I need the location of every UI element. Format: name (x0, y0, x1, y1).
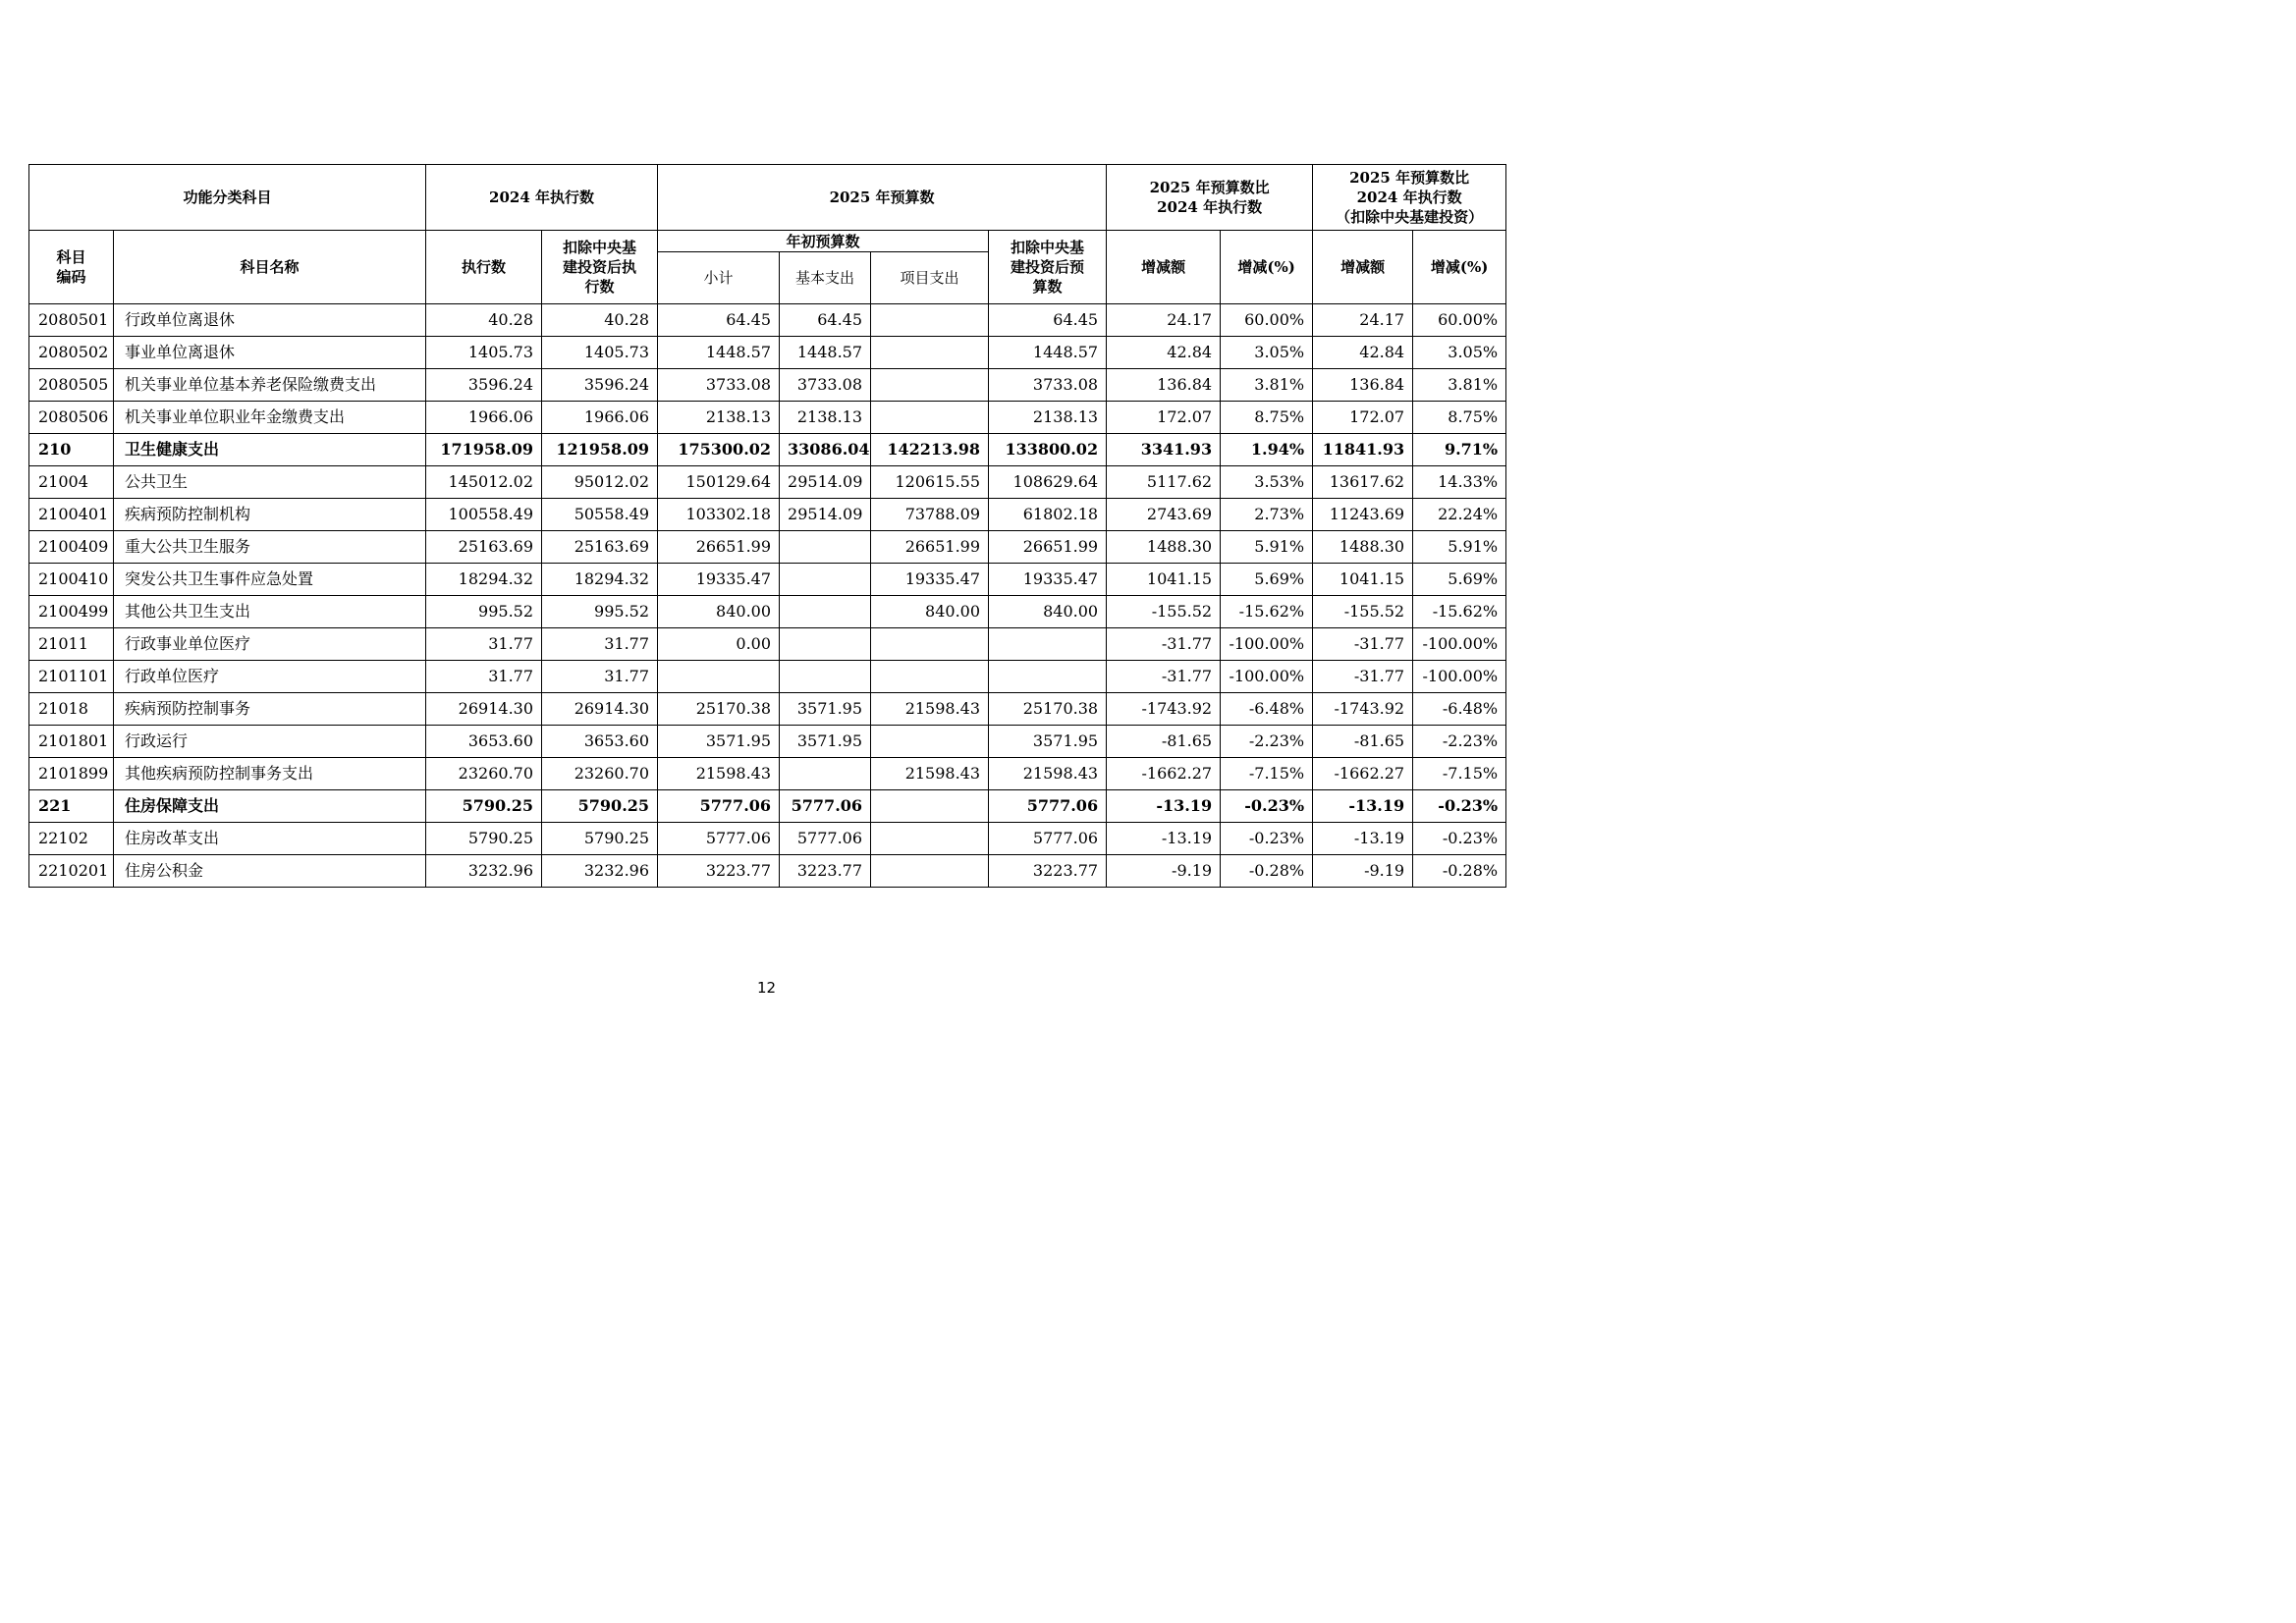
header-exec-net-line3: 行数 (584, 278, 615, 296)
cell-change-pct: 3.81% (1221, 369, 1313, 402)
cell-change-pct-2: -0.23% (1413, 790, 1506, 823)
header-name: 科目名称 (114, 231, 426, 304)
table-row (29, 823, 1506, 855)
cell-change-amount: 172.07 (1107, 402, 1221, 434)
cell-change-amount-2: -9.19 (1313, 855, 1413, 888)
cell-exec: 100558.49 (426, 499, 542, 531)
cell-budget-net (989, 661, 1107, 693)
cell-name: 行政单位离退休 (114, 304, 426, 337)
table-row (29, 855, 1506, 888)
cell-name: 卫生健康支出 (114, 434, 426, 466)
cell-budget-net: 5777.06 (989, 823, 1107, 855)
cell-change-amount: 136.84 (1107, 369, 1221, 402)
cell-change-pct-2: -100.00% (1413, 661, 1506, 693)
cell-exec: 25163.69 (426, 531, 542, 564)
table-row (29, 434, 1506, 466)
cell-change-pct: -6.48% (1221, 693, 1313, 726)
cell-exec-net: 121958.09 (542, 434, 658, 466)
header-budget-net-line3: 算数 (1032, 278, 1063, 296)
header-subtotal: 小计 (658, 252, 780, 304)
cell-change-pct: -0.23% (1221, 790, 1313, 823)
budget-table (28, 164, 1506, 888)
cell-change-pct: 3.53% (1221, 466, 1313, 499)
cell-project (871, 304, 989, 337)
header-row-2 (29, 231, 1506, 252)
cell-basic (780, 628, 871, 661)
table-row (29, 466, 1506, 499)
cell-change-pct: -100.00% (1221, 628, 1313, 661)
cell-change-pct: 5.69% (1221, 564, 1313, 596)
cell-name: 其他疾病预防控制事务支出 (114, 758, 426, 790)
cell-exec: 3653.60 (426, 726, 542, 758)
table-row (29, 693, 1506, 726)
cell-subtotal: 3733.08 (658, 369, 780, 402)
table-row (29, 726, 1506, 758)
cell-change-amount-2: -13.19 (1313, 790, 1413, 823)
table-row (29, 758, 1506, 790)
cell-change-pct: 1.94% (1221, 434, 1313, 466)
header-compare-2-line2: 2024 年执行数 (1356, 189, 1462, 206)
cell-change-pct-2: 22.24% (1413, 499, 1506, 531)
cell-exec: 23260.70 (426, 758, 542, 790)
cell-name: 疾病预防控制机构 (114, 499, 426, 531)
cell-basic: 29514.09 (780, 499, 871, 531)
cell-exec-net: 40.28 (542, 304, 658, 337)
cell-project (871, 337, 989, 369)
cell-exec: 31.77 (426, 628, 542, 661)
cell-subtotal: 3223.77 (658, 855, 780, 888)
cell-project (871, 661, 989, 693)
cell-subtotal: 0.00 (658, 628, 780, 661)
table-row (29, 790, 1506, 823)
cell-budget-net: 133800.02 (989, 434, 1107, 466)
cell-basic (780, 661, 871, 693)
cell-exec: 26914.30 (426, 693, 542, 726)
cell-change-pct-2: -15.62% (1413, 596, 1506, 628)
cell-basic: 1448.57 (780, 337, 871, 369)
header-exec-amount: 执行数 (426, 231, 542, 304)
cell-exec: 995.52 (426, 596, 542, 628)
cell-name: 行政运行 (114, 726, 426, 758)
cell-budget-net: 108629.64 (989, 466, 1107, 499)
cell-change-amount-2: 42.84 (1313, 337, 1413, 369)
cell-change-amount: -1662.27 (1107, 758, 1221, 790)
cell-subtotal: 5777.06 (658, 823, 780, 855)
cell-code: 2100410 (29, 564, 114, 596)
cell-change-amount-2: -155.52 (1313, 596, 1413, 628)
cell-change-amount-2: 172.07 (1313, 402, 1413, 434)
header-budget-net-line1: 扣除中央基 (1011, 239, 1085, 256)
cell-code: 21011 (29, 628, 114, 661)
cell-basic: 3223.77 (780, 855, 871, 888)
table-row (29, 402, 1506, 434)
table-row (29, 531, 1506, 564)
cell-code: 21018 (29, 693, 114, 726)
cell-code: 22102 (29, 823, 114, 855)
cell-budget-net: 3571.95 (989, 726, 1107, 758)
cell-change-amount-2: 1041.15 (1313, 564, 1413, 596)
cell-change-pct-2: -0.28% (1413, 855, 1506, 888)
cell-name: 重大公共卫生服务 (114, 531, 426, 564)
cell-change-pct-2: -0.23% (1413, 823, 1506, 855)
cell-exec: 1966.06 (426, 402, 542, 434)
table-row (29, 661, 1506, 693)
cell-budget-net: 25170.38 (989, 693, 1107, 726)
cell-change-amount: -13.19 (1107, 823, 1221, 855)
cell-change-pct: -0.23% (1221, 823, 1313, 855)
cell-change-amount-2: -31.77 (1313, 628, 1413, 661)
cell-change-amount-2: -31.77 (1313, 661, 1413, 693)
cell-exec-net: 1405.73 (542, 337, 658, 369)
cell-change-pct: -0.28% (1221, 855, 1313, 888)
header-change-amount: 增减额 (1107, 231, 1221, 304)
cell-name: 事业单位离退休 (114, 337, 426, 369)
cell-code: 2100409 (29, 531, 114, 564)
cell-subtotal: 1448.57 (658, 337, 780, 369)
cell-name: 公共卫生 (114, 466, 426, 499)
header-project: 项目支出 (871, 252, 989, 304)
cell-change-amount-2: 13617.62 (1313, 466, 1413, 499)
cell-exec-net: 31.77 (542, 628, 658, 661)
cell-change-amount-2: -13.19 (1313, 823, 1413, 855)
cell-name: 疾病预防控制事务 (114, 693, 426, 726)
cell-change-pct: 5.91% (1221, 531, 1313, 564)
header-exec-net-line2: 建投资后执 (563, 258, 637, 276)
header-compare-1-line1: 2025 年预算数比 (1149, 179, 1270, 196)
cell-exec: 1405.73 (426, 337, 542, 369)
cell-change-amount-2: 11841.93 (1313, 434, 1413, 466)
cell-change-amount-2: -81.65 (1313, 726, 1413, 758)
cell-exec: 40.28 (426, 304, 542, 337)
cell-basic: 33086.04 (780, 434, 871, 466)
cell-change-pct-2: 5.69% (1413, 564, 1506, 596)
cell-budget-net: 61802.18 (989, 499, 1107, 531)
cell-budget-net: 2138.13 (989, 402, 1107, 434)
cell-change-pct: 3.05% (1221, 337, 1313, 369)
cell-project (871, 726, 989, 758)
cell-change-pct-2: 9.71% (1413, 434, 1506, 466)
cell-code: 2210201 (29, 855, 114, 888)
cell-basic: 3571.95 (780, 726, 871, 758)
cell-budget-net: 21598.43 (989, 758, 1107, 790)
budget-document (28, 164, 1505, 888)
cell-basic: 64.45 (780, 304, 871, 337)
cell-exec-net: 26914.30 (542, 693, 658, 726)
cell-change-pct: 60.00% (1221, 304, 1313, 337)
cell-basic: 5777.06 (780, 790, 871, 823)
cell-change-amount: -9.19 (1107, 855, 1221, 888)
cell-subtotal: 25170.38 (658, 693, 780, 726)
cell-name: 突发公共卫生事件应急处置 (114, 564, 426, 596)
cell-name: 机关事业单位基本养老保险缴费支出 (114, 369, 426, 402)
cell-project (871, 369, 989, 402)
table-row (29, 369, 1506, 402)
header-compare-2-line1: 2025 年预算数比 (1349, 169, 1470, 187)
cell-exec-net: 5790.25 (542, 823, 658, 855)
cell-project (871, 855, 989, 888)
cell-budget-net: 840.00 (989, 596, 1107, 628)
cell-change-amount: 1041.15 (1107, 564, 1221, 596)
table-row (29, 564, 1506, 596)
cell-basic: 2138.13 (780, 402, 871, 434)
cell-exec: 5790.25 (426, 790, 542, 823)
cell-change-amount: -155.52 (1107, 596, 1221, 628)
page-number: 12 (756, 979, 777, 997)
cell-change-pct-2: 3.05% (1413, 337, 1506, 369)
cell-change-pct-2: 60.00% (1413, 304, 1506, 337)
cell-budget-net: 3223.77 (989, 855, 1107, 888)
cell-basic: 29514.09 (780, 466, 871, 499)
header-basic: 基本支出 (780, 252, 871, 304)
cell-budget-net: 64.45 (989, 304, 1107, 337)
cell-project (871, 790, 989, 823)
header-func-category: 功能分类科目 (29, 165, 426, 231)
cell-change-amount-2: 24.17 (1313, 304, 1413, 337)
table-row (29, 337, 1506, 369)
cell-code: 2100401 (29, 499, 114, 531)
cell-exec-net: 5790.25 (542, 790, 658, 823)
cell-exec-net: 3653.60 (542, 726, 658, 758)
cell-budget-net: 3733.08 (989, 369, 1107, 402)
header-change-amount-2: 增减额 (1313, 231, 1413, 304)
cell-exec-net: 995.52 (542, 596, 658, 628)
cell-exec-net: 95012.02 (542, 466, 658, 499)
cell-change-pct-2: 5.91% (1413, 531, 1506, 564)
cell-code: 2100499 (29, 596, 114, 628)
cell-basic: 3571.95 (780, 693, 871, 726)
header-exec-2024: 2024 年执行数 (426, 165, 658, 231)
cell-code: 2101899 (29, 758, 114, 790)
cell-change-pct: 8.75% (1221, 402, 1313, 434)
cell-exec: 18294.32 (426, 564, 542, 596)
header-code-line1: 科目 (56, 248, 86, 266)
cell-change-amount: 24.17 (1107, 304, 1221, 337)
cell-change-pct: -2.23% (1221, 726, 1313, 758)
cell-exec: 171958.09 (426, 434, 542, 466)
cell-change-amount-2: -1743.92 (1313, 693, 1413, 726)
cell-project: 26651.99 (871, 531, 989, 564)
cell-exec-net: 50558.49 (542, 499, 658, 531)
cell-exec-net: 1966.06 (542, 402, 658, 434)
cell-subtotal: 2138.13 (658, 402, 780, 434)
cell-basic (780, 758, 871, 790)
cell-change-amount-2: 11243.69 (1313, 499, 1413, 531)
cell-budget-net (989, 628, 1107, 661)
cell-code: 2080506 (29, 402, 114, 434)
cell-subtotal: 3571.95 (658, 726, 780, 758)
cell-change-amount: 3341.93 (1107, 434, 1221, 466)
cell-subtotal: 26651.99 (658, 531, 780, 564)
header-compare-1-line2: 2024 年执行数 (1157, 198, 1263, 216)
cell-change-pct: -100.00% (1221, 661, 1313, 693)
cell-name: 其他公共卫生支出 (114, 596, 426, 628)
cell-code: 221 (29, 790, 114, 823)
cell-project: 21598.43 (871, 758, 989, 790)
cell-project (871, 823, 989, 855)
cell-change-amount: -1743.92 (1107, 693, 1221, 726)
header-initial-budget: 年初预算数 (658, 231, 989, 252)
cell-budget-net: 1448.57 (989, 337, 1107, 369)
header-compare-2-line3: （扣除中央基建投资） (1336, 208, 1484, 226)
cell-exec-net: 31.77 (542, 661, 658, 693)
cell-subtotal: 175300.02 (658, 434, 780, 466)
header-code-line2: 编码 (56, 268, 86, 286)
cell-code: 2080501 (29, 304, 114, 337)
table-row (29, 499, 1506, 531)
cell-basic (780, 564, 871, 596)
cell-change-amount: 5117.62 (1107, 466, 1221, 499)
cell-code: 21004 (29, 466, 114, 499)
header-exec-net (542, 231, 658, 304)
cell-subtotal: 64.45 (658, 304, 780, 337)
cell-subtotal: 103302.18 (658, 499, 780, 531)
cell-change-amount: -13.19 (1107, 790, 1221, 823)
cell-change-amount-2: 1488.30 (1313, 531, 1413, 564)
cell-basic (780, 531, 871, 564)
cell-project (871, 402, 989, 434)
cell-project: 840.00 (871, 596, 989, 628)
cell-exec-net: 25163.69 (542, 531, 658, 564)
cell-name: 住房改革支出 (114, 823, 426, 855)
header-compare-2 (1313, 165, 1506, 231)
cell-change-pct-2: 14.33% (1413, 466, 1506, 499)
table-row (29, 596, 1506, 628)
cell-change-pct-2: -100.00% (1413, 628, 1506, 661)
cell-subtotal: 21598.43 (658, 758, 780, 790)
cell-code: 2080505 (29, 369, 114, 402)
cell-project: 19335.47 (871, 564, 989, 596)
cell-basic (780, 596, 871, 628)
cell-basic: 5777.06 (780, 823, 871, 855)
header-budget-net-line2: 建投资后预 (1011, 258, 1085, 276)
cell-change-pct: -15.62% (1221, 596, 1313, 628)
cell-name: 住房保障支出 (114, 790, 426, 823)
cell-budget-net: 19335.47 (989, 564, 1107, 596)
cell-subtotal: 150129.64 (658, 466, 780, 499)
cell-budget-net: 26651.99 (989, 531, 1107, 564)
cell-exec: 3596.24 (426, 369, 542, 402)
header-budget-net (989, 231, 1107, 304)
cell-change-amount-2: 136.84 (1313, 369, 1413, 402)
header-compare-1 (1107, 165, 1313, 231)
header-change-pct-2: 增减(%) (1413, 231, 1506, 304)
header-exec-net-line1: 扣除中央基 (563, 239, 637, 256)
cell-project: 73788.09 (871, 499, 989, 531)
cell-change-pct: -7.15% (1221, 758, 1313, 790)
cell-project: 21598.43 (871, 693, 989, 726)
cell-name: 行政事业单位医疗 (114, 628, 426, 661)
cell-change-pct-2: -2.23% (1413, 726, 1506, 758)
table-header (29, 165, 1506, 304)
header-code (29, 231, 114, 304)
table-body (29, 304, 1506, 888)
header-budget-2025: 2025 年预算数 (658, 165, 1107, 231)
cell-change-amount: 1488.30 (1107, 531, 1221, 564)
cell-project: 120615.55 (871, 466, 989, 499)
cell-change-amount: -31.77 (1107, 661, 1221, 693)
cell-change-pct-2: 3.81% (1413, 369, 1506, 402)
cell-project: 142213.98 (871, 434, 989, 466)
cell-change-amount-2: -1662.27 (1313, 758, 1413, 790)
cell-exec: 145012.02 (426, 466, 542, 499)
cell-project (871, 628, 989, 661)
cell-subtotal (658, 661, 780, 693)
cell-exec: 31.77 (426, 661, 542, 693)
header-row-1 (29, 165, 1506, 231)
cell-change-pct-2: -7.15% (1413, 758, 1506, 790)
cell-code: 210 (29, 434, 114, 466)
cell-change-pct-2: -6.48% (1413, 693, 1506, 726)
cell-basic: 3733.08 (780, 369, 871, 402)
cell-exec-net: 23260.70 (542, 758, 658, 790)
cell-exec-net: 18294.32 (542, 564, 658, 596)
cell-subtotal: 19335.47 (658, 564, 780, 596)
cell-change-pct-2: 8.75% (1413, 402, 1506, 434)
cell-change-pct: 2.73% (1221, 499, 1313, 531)
cell-exec-net: 3596.24 (542, 369, 658, 402)
cell-change-amount: -31.77 (1107, 628, 1221, 661)
cell-exec: 5790.25 (426, 823, 542, 855)
cell-change-amount: 42.84 (1107, 337, 1221, 369)
table-row (29, 304, 1506, 337)
cell-exec: 3232.96 (426, 855, 542, 888)
cell-code: 2101801 (29, 726, 114, 758)
header-change-pct: 增减(%) (1221, 231, 1313, 304)
cell-name: 行政单位医疗 (114, 661, 426, 693)
cell-code: 2080502 (29, 337, 114, 369)
cell-name: 机关事业单位职业年金缴费支出 (114, 402, 426, 434)
cell-code: 2101101 (29, 661, 114, 693)
table-row (29, 628, 1506, 661)
cell-exec-net: 3232.96 (542, 855, 658, 888)
cell-change-amount: 2743.69 (1107, 499, 1221, 531)
cell-budget-net: 5777.06 (989, 790, 1107, 823)
cell-subtotal: 5777.06 (658, 790, 780, 823)
cell-change-amount: -81.65 (1107, 726, 1221, 758)
cell-subtotal: 840.00 (658, 596, 780, 628)
cell-name: 住房公积金 (114, 855, 426, 888)
